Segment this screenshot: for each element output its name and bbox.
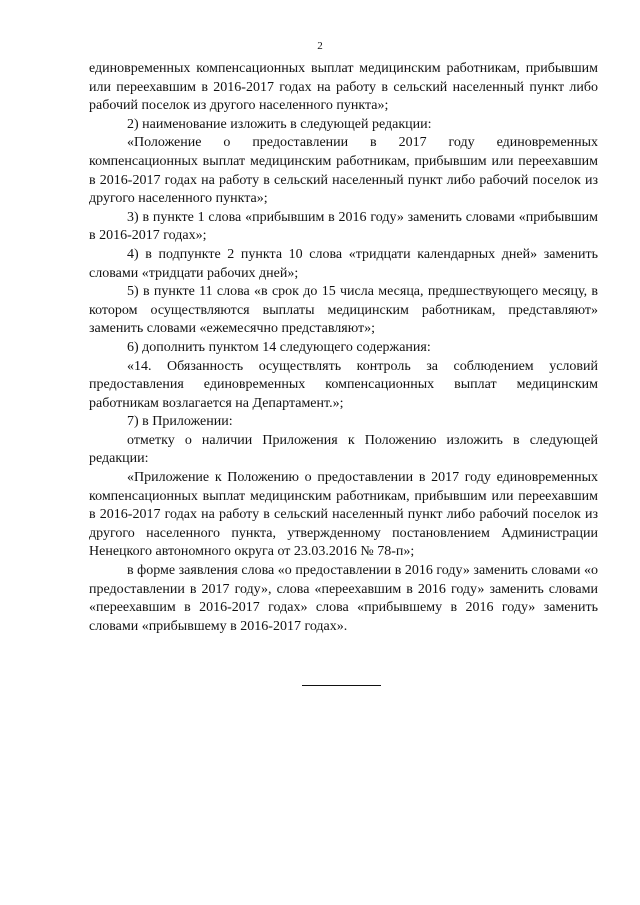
paragraph-item-6: 6) дополнить пунктом 14 следующего содержания:: [127, 339, 431, 355]
paragraph-item-2: 2) наименование изложить в следующей редакции:: [127, 116, 432, 132]
paragraph-new-clause-14: «14. Обязанность осуществлять контроль за соблюдением условий предоставления единовременных компенсационных выплат медицинским работникам возлагается на Департамент.»;: [89, 358, 598, 411]
paragraph-appendix-mark: отметку о наличии Приложения к Положению изложить в следующей редакции:: [89, 432, 598, 467]
paragraph-appendix-new-mark: «Приложение к Положению о предоставлении в 2017 году единовременных компенсационных выплат медицинским работникам, прибывшим или переехавшим в 2016-2017 годах на работу в сельский населенный пункт либо рабочий поселок из другого населенного пункта, утвержденному постановлением Администрации Ненецкого автономного округа от 23.03.2016 № 78-п»;: [89, 470, 598, 560]
page-number: 2: [317, 40, 323, 52]
paragraph-application-form: в форме заявления слова «о предоставлении в 2016 году» заменить словами «о предоставлении в 2017 году», слова «переехавшим в 2016 году» заменить словами «переехавшим в 2016-2017 годах» слова «прибывшему в 2016 году» заменить словами «прибывшему в 2016-2017 годах».: [89, 563, 598, 634]
paragraph-continuation: единовременных компенсационных выплат медицинским работникам, прибывшим или переехавшим в 2016-2017 годах на работу в сельский населенный пункт либо рабочий поселок из другого населенного пункта»;: [89, 61, 598, 114]
document-body: [89, 60, 598, 636]
paragraph-item-4: 4) в подпункте 2 пункта 10 слова «тридцати календарных дней» заменить словами «тридцати рабочих дней»;: [89, 246, 598, 281]
closing-rule: [302, 685, 381, 686]
paragraph-item-5: 5) в пункте 11 слова «в срок до 15 числа месяца, предшествующего месяцу, в котором осуществляются выплаты медицинским работникам, представляют» заменить словами «ежемесячно представляют»;: [89, 284, 598, 337]
paragraph-new-title: «Положение о предоставлении в 2017 году единовременных компенсационных выплат медицинским работникам, прибывшим или переехавшим в 2016-2017 годах на работу в сельский населенный пункт либо рабочий поселок из другого населенного пункта»;: [89, 135, 598, 207]
paragraph-item-3: 3) в пункте 1 слова «прибывшим в 2016 году» заменить словами «прибывшим в 2016-2017 годах»;: [89, 209, 598, 244]
paragraph-item-7: 7) в Приложении:: [127, 414, 233, 430]
